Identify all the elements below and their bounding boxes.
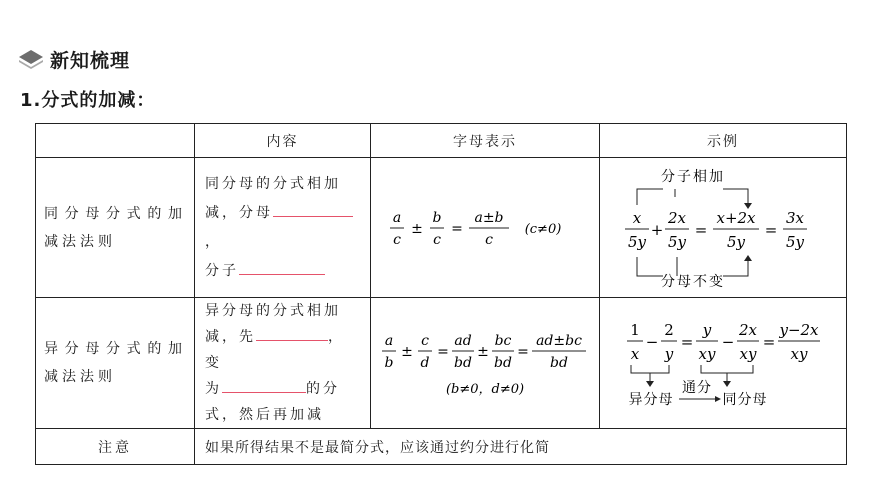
ex2-t3d: xy [698,345,716,363]
row2-text-d: 的分 [306,381,340,397]
ex2-left-label: 异分母 [628,392,674,408]
ex2-t2d: y [664,345,674,363]
row2-blank-first[interactable] [256,326,328,341]
row1-text-b: ， [205,233,222,250]
diamond-stack-icon [18,48,44,70]
rules-table [35,123,847,465]
ex2-eq2: = [762,333,776,351]
f2-pm2: ± [477,344,489,360]
note-text: 如果所得结果不是最简分式，应该通过约分进行化简 [195,429,847,465]
row2-condition: 异分母分式的加减法法则 [36,298,195,429]
row1-content-line3 [205,257,360,286]
row2-content-line2 [205,324,360,376]
ex1-bottom-label: 分母不变 [661,273,725,290]
f2-c: c [421,333,429,349]
f2-b: b [384,355,394,371]
f1-cond: (c≠0) [524,221,562,237]
f1-c2: c [433,231,441,248]
header-condition [36,124,195,158]
header-example: 示例 [600,124,847,158]
row1-example-cell [600,158,847,298]
ex1-r2n: 3x [785,208,805,227]
row1-example [623,161,823,295]
ex1-top-label: 分子相加 [661,168,725,185]
subtitle: 1.分式的加减： [20,90,156,111]
row2-text-c: 为 [205,381,222,397]
row2-formula [379,323,591,403]
header-letters: 字母表示 [371,124,600,158]
ex2-t5n: y−2x [779,321,819,339]
f1-num: a±b [474,209,504,226]
ex1-t2n: 2x [667,208,687,227]
ex1-eq: = [694,220,708,239]
ex2-right-label: 同分母 [722,392,768,408]
row1-content-line2 [205,199,360,257]
row1-formula [385,198,585,258]
f2-n3: ad±bc [536,333,582,349]
ex1-eq2: = [764,220,778,239]
section-title: 新知梳理 [50,49,131,72]
f1-pm: ± [411,220,423,237]
row1-blank-denominator[interactable] [273,202,353,217]
row1-content-line1: 同分母的分式相加 [205,175,341,192]
table-row [36,298,847,429]
ex1-r2d: 5y [785,232,805,251]
ex2-t1n: 1 [630,321,640,339]
f2-cond: (b≠0，d≠0) [445,382,525,397]
f2-n2: bc [494,333,512,349]
table-row-note [36,429,847,465]
f1-c: c [393,231,401,248]
f2-pm: ± [401,344,413,360]
row2-formula-cell [371,298,600,429]
f2-n1: ad [454,333,472,349]
row1-condition: 同分母分式的加减法法则 [36,158,195,298]
ex2-minus2: − [721,333,735,351]
row1-text-c: 分子 [205,262,239,279]
ex2-minus: − [645,333,659,351]
ex1-t1d: 5y [627,232,647,251]
f2-a: a [384,333,394,349]
ex1-t2d: 5y [667,232,687,251]
f1-c3: c [485,231,493,248]
f2-d2: bd [494,355,512,371]
row2-blank-second[interactable] [222,378,306,393]
f1-b: b [432,209,442,226]
row2-content-line3 [205,376,360,402]
row1-content [195,158,371,298]
row2-content [195,298,371,429]
row2-example [617,313,829,413]
ex2-eq: = [680,333,694,351]
f1-eq: = [451,220,463,237]
note-label: 注意 [36,429,195,465]
f2-d3: bd [550,355,568,371]
table-row [36,158,847,298]
ex2-t4n: 2x [738,321,758,339]
ex2-t3n: y [702,321,712,339]
table-header-row [36,124,847,158]
f1-a: a [392,209,402,226]
ex2-t5d: xy [790,345,808,363]
ex1-t1n: x [632,208,642,227]
row2-example-cell [600,298,847,429]
header-content: 内容 [195,124,371,158]
f2-d: d [420,355,430,371]
row1-formula-cell [371,158,600,298]
f2-d1: bd [454,355,472,371]
ex2-t1d: x [630,345,640,363]
ex2-mid-label: 通分 [682,380,712,396]
ex1-r1d: 5y [726,232,746,251]
row2-content-line4: 式，然后再加减 [205,407,324,423]
f2-eq: = [437,344,449,360]
ex2-t2n: 2 [664,321,674,339]
f2-eq2: = [517,344,529,360]
row1-blank-numerator[interactable] [239,260,325,275]
row1-text-a: 减，分母 [205,204,273,221]
ex1-r1n: x+2x [716,208,756,227]
ex2-t4d: xy [739,345,757,363]
row2-content-line1: 异分母的分式相加 [205,303,341,319]
ex1-plus: + [650,220,664,239]
section-header [18,44,130,74]
row2-text-a: 减，先 [205,329,256,345]
row2-text-b: ，变 [205,329,345,371]
